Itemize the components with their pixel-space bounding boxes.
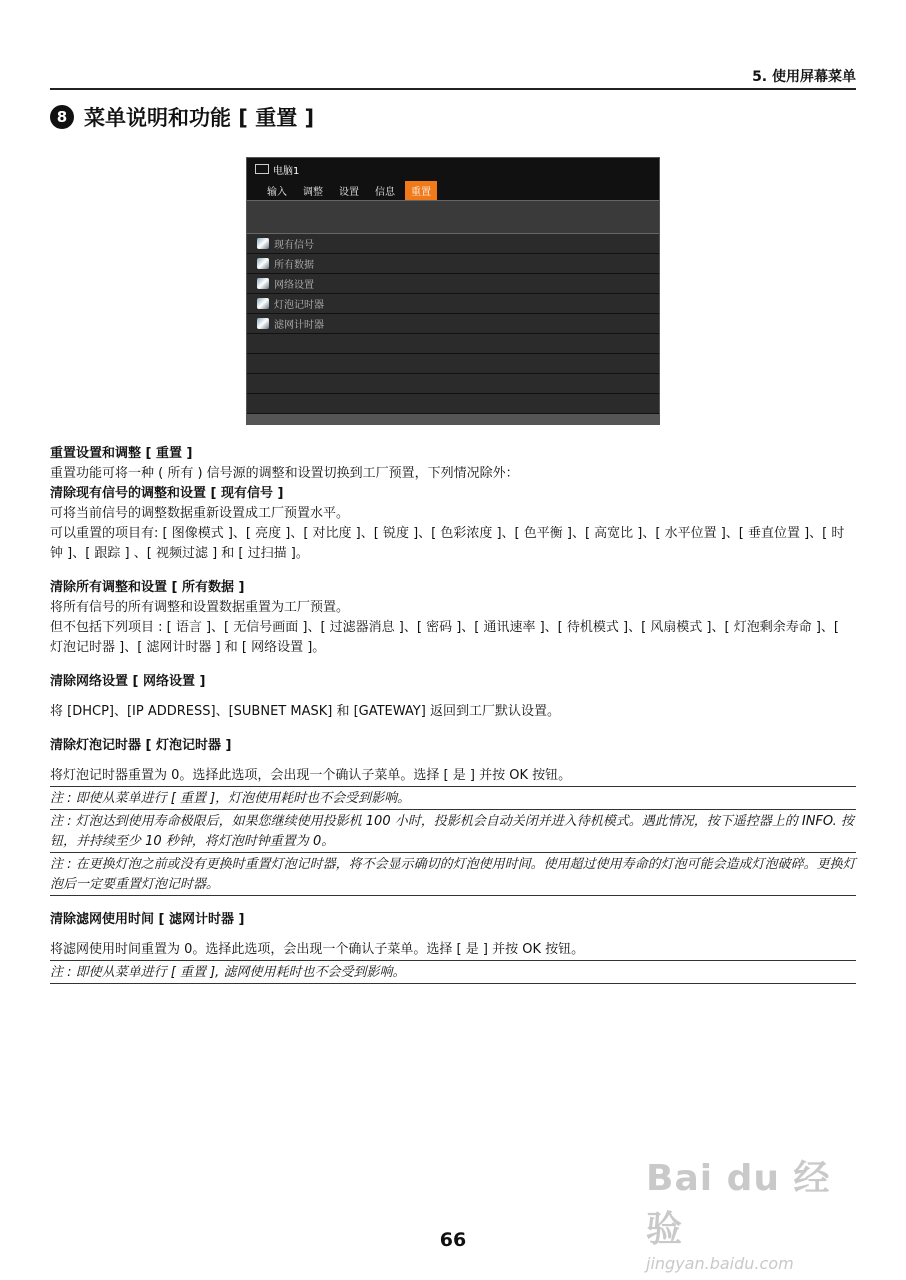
paragraph: 将滤网使用时间重置为 0。选择此选项，会出现一个确认子菜单。选择 [ 是 ] 并按 OK 按钮。: [50, 942, 585, 957]
menu-empty-row: [247, 354, 659, 374]
heading-reset: 重置设置和调整 [ 重置 ]: [50, 446, 193, 461]
reset-menu-screenshot: [246, 157, 660, 425]
menu-item-all-data: [247, 254, 659, 274]
heading-current-signal: 清除现有信号的调整和设置 [ 现有信号 ]: [50, 486, 284, 501]
menu-empty-row: [247, 394, 659, 414]
paragraph: 将所有信号的所有调整和设置数据重置为工厂预置。: [50, 600, 350, 615]
menu-item-label: 灯泡记时器: [274, 300, 324, 311]
heading-all-data: 清除所有调整和设置 [ 所有数据 ]: [50, 580, 245, 595]
paragraph: 可将当前信号的调整数据重新设置成工厂预置水平。: [50, 506, 350, 521]
menu-tab-reset: 重置: [405, 181, 437, 200]
menu-empty-row: [247, 334, 659, 354]
lamp-icon: [257, 298, 269, 309]
watermark-logo: Bai du 经验: [646, 1158, 831, 1250]
network-icon: [257, 278, 269, 289]
menu-item-label: 现有信号: [274, 240, 314, 251]
menu-tab-setup: 设置: [339, 187, 359, 198]
menu-item-label: 网络设置: [274, 280, 314, 291]
menu-item-current-signal: [247, 234, 659, 254]
section-number-badge: 8: [50, 105, 74, 129]
paragraph: 可以重置的项目有: [ 图像模式 ]、[ 亮度 ]、[ 对比度 ]、[ 锐度 ]、[ 色彩浓度 ]、[ 色平衡 ]、[ 高宽比 ]、[ 水平位置 ]、[ 垂直位置 ]、[ 时钟 ]、[ 跟踪 ] 、[ 视频过滤 ] 和 [ 过扫描 ]。: [50, 526, 845, 561]
menu-item-filter-hours: [247, 314, 659, 334]
page-number: 66: [439, 1229, 467, 1251]
menu-title: 电脑1: [273, 165, 300, 177]
signal-icon: [257, 238, 269, 249]
computer-icon: [255, 164, 269, 174]
watermark-url: jingyan.baidu.com: [646, 1254, 794, 1273]
paragraph: 重置功能可将一种 ( 所有 ) 信号源的调整和设置切换到工厂预置，下列情况除外：: [50, 466, 519, 481]
paragraph: 将 [DHCP]、[IP ADDRESS]、[SUBNET MASK] 和 [GATEWAY] 返回到工厂默认设置。: [50, 704, 560, 719]
note: 注 : 即使从菜单进行 [ 重置 ], 滤网使用耗时也不会受到影响。: [50, 960, 856, 984]
content-body: [50, 444, 856, 984]
heading-network: 清除网络设置 [ 网络设置 ]: [50, 674, 206, 689]
menu-tab-adjust: 调整: [303, 187, 323, 198]
note: 注 : 在更换灯泡之前或没有更换时重置灯泡记时器，将不会显示确切的灯泡使用时间。使用超过使用寿命的灯泡可能会造成灯泡破碎。更换灯泡后一定要重置灯泡记时器。: [50, 853, 856, 896]
menu-footer-bar: [247, 414, 659, 424]
menu-title-bar: [247, 158, 659, 180]
menu-item-lamp-hours: [247, 294, 659, 314]
data-icon: [257, 258, 269, 269]
paragraph: 但不包括下列项目 : [ 语言 ]、[ 无信号画面 ]、[ 过滤器消息 ]、[ 密码 ]、[ 通讯速率 ]、[ 待机模式 ]、[ 风扇模式 ]、[ 灯泡剩余寿命 ]、[ 灯泡记时器 ]、[ 滤网计时器 ] 和 [ 网络设置 ]。: [50, 620, 839, 655]
section-title: [50, 102, 314, 132]
filter-icon: [257, 318, 269, 329]
baidu-watermark: [646, 1150, 856, 1273]
menu-tab-input: 输入: [267, 187, 287, 198]
menu-item-label: 所有数据: [274, 260, 314, 271]
heading-filter-hours: 清除滤网使用时间 [ 滤网计时器 ]: [50, 912, 245, 927]
menu-tab-info: 信息: [375, 187, 395, 198]
header-rule: [50, 88, 856, 90]
menu-tabs: [247, 180, 659, 200]
section-title-text: 菜单说明和功能 [ 重置 ]: [84, 106, 315, 130]
paragraph: 将灯泡记时器重置为 0。选择此选项，会出现一个确认子菜单。选择 [ 是 ] 并按 OK 按钮。: [50, 768, 572, 783]
note: 注 : 灯泡达到使用寿命极限后，如果您继续使用投影机 100 小时，投影机会自动关闭并进入待机模式。遇此情况，按下遥控器上的 INFO. 按钮，并持续至少 10 秒钟，将灯泡时钟重置为 0。: [50, 810, 856, 853]
menu-header-band: [247, 200, 659, 234]
menu-item-network: [247, 274, 659, 294]
menu-empty-row: [247, 374, 659, 394]
menu-item-label: 滤网计时器: [274, 320, 324, 331]
chapter-header: 5. 使用屏幕菜单: [752, 69, 856, 85]
heading-lamp-hours: 清除灯泡记时器 [ 灯泡记时器 ]: [50, 738, 232, 753]
note: 注 : 即使从菜单进行 [ 重置 ]，灯泡使用耗时也不会受到影响。: [50, 786, 856, 810]
